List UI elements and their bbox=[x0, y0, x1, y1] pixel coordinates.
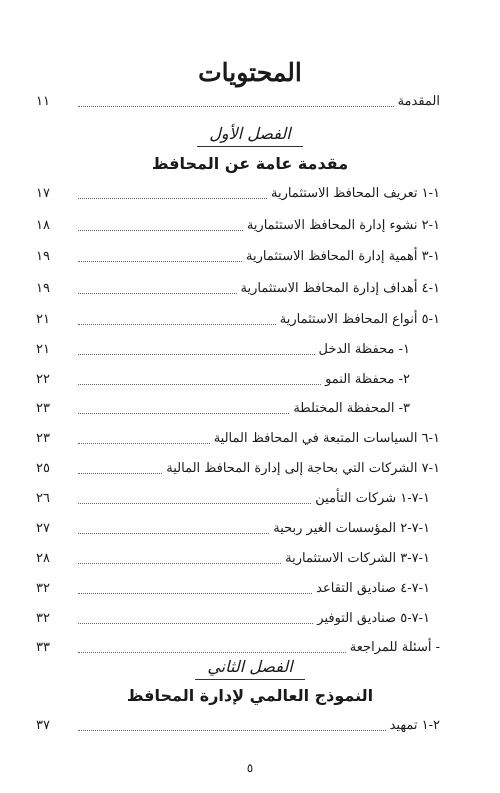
toc-entry-page: ٣٢ bbox=[36, 611, 50, 626]
toc-entry-label: ١-٧-٢ المؤسسات الغير ربحية bbox=[273, 521, 430, 536]
toc-entry[interactable] bbox=[78, 180, 440, 202]
toc-entry-label: ١-٥ أنواع المحافظ الاستثمارية bbox=[279, 312, 440, 327]
toc-entry-page: ١٨ bbox=[36, 218, 50, 233]
toc-entry[interactable] bbox=[78, 605, 430, 627]
leader-dots bbox=[78, 730, 386, 731]
toc-entry-page: ٢٨ bbox=[36, 551, 50, 566]
chapter-badge: الفصل الثاني bbox=[0, 657, 500, 680]
toc-entry-page: ١٧ bbox=[36, 186, 50, 201]
toc-entry[interactable] bbox=[78, 712, 440, 734]
toc-entry-page: ٢٦ bbox=[36, 491, 50, 506]
toc-entry[interactable] bbox=[78, 212, 440, 234]
leader-dots bbox=[78, 106, 394, 107]
leader-dots bbox=[78, 623, 313, 624]
leader-dots bbox=[78, 384, 321, 385]
toc-entry-label: ١-٦ السياسات المتبعة في المحافظ المالية bbox=[213, 431, 440, 446]
toc-entry[interactable] bbox=[78, 243, 440, 265]
toc-entry[interactable] bbox=[78, 634, 440, 656]
toc-entry-label: ١-٤ أهداف إدارة المحافظ الاستثمارية bbox=[240, 281, 440, 296]
toc-entry-page: ٢٣ bbox=[36, 401, 50, 416]
leader-dots bbox=[78, 198, 267, 199]
toc-entry-label: ١-٧-٥ صناديق التوفير bbox=[317, 611, 430, 626]
toc-title: المحتويات bbox=[198, 58, 302, 87]
toc-entry[interactable] bbox=[78, 395, 410, 417]
toc-entry-page: ٢٢ bbox=[36, 372, 50, 387]
toc-entry-label: ١-٧-٣ الشركات الاستثمارية bbox=[285, 551, 430, 566]
toc-entry-label: ١- محفظة الدخل bbox=[318, 342, 410, 357]
leader-dots bbox=[78, 324, 276, 325]
toc-entry-page: ٢٣ bbox=[36, 431, 50, 446]
toc-entry-page: ٢١ bbox=[36, 312, 50, 327]
toc-entry-page: ٣٢ bbox=[36, 581, 50, 596]
leader-dots bbox=[78, 563, 281, 564]
leader-dots bbox=[78, 293, 237, 294]
toc-entry-page: ١١ bbox=[36, 94, 50, 109]
leader-dots bbox=[78, 413, 289, 414]
page-number: ٥ bbox=[246, 761, 254, 775]
toc-entry[interactable] bbox=[78, 275, 440, 297]
leader-dots bbox=[78, 443, 210, 444]
toc-entry[interactable] bbox=[78, 425, 440, 447]
toc-entry-label: ١-٧ الشركات التي بحاجة إلى إدارة المحافظ المالية bbox=[166, 461, 440, 476]
toc-entry-page: ٢٧ bbox=[36, 521, 50, 536]
toc-entry-intro[interactable] bbox=[78, 88, 440, 110]
toc-entry-label: ٣- المحفظة المختلطة bbox=[293, 401, 410, 416]
toc-entry-label: ١-٧-٤ صناديق التقاعد bbox=[316, 581, 430, 596]
leader-dots bbox=[78, 533, 269, 534]
leader-dots bbox=[78, 473, 162, 474]
leader-dots bbox=[78, 593, 312, 594]
leader-dots bbox=[78, 354, 315, 355]
toc-entry-page: ٣٧ bbox=[36, 718, 50, 733]
toc-entry-page: ٢١ bbox=[36, 342, 50, 357]
toc-entry-label: ٢- محفظة النمو bbox=[325, 372, 410, 387]
toc-entry[interactable] bbox=[78, 485, 430, 507]
toc-entry-label: ٢-١ تمهيد bbox=[389, 718, 440, 733]
toc-entry[interactable] bbox=[78, 575, 430, 597]
chapter-title: مقدمة عامة عن المحافظ bbox=[151, 154, 349, 173]
toc-entry-label: ١-١ تعريف المحافظ الاستثمارية bbox=[270, 186, 440, 201]
toc-entry-label: ١-٢ نشوء إدارة المحافظ الاستثمارية bbox=[246, 218, 440, 233]
toc-entry-page: ٢٥ bbox=[36, 461, 50, 476]
toc-entry-page: ١٩ bbox=[36, 249, 50, 264]
toc-entry[interactable] bbox=[78, 306, 440, 328]
leader-dots bbox=[78, 230, 243, 231]
toc-entry[interactable] bbox=[78, 545, 430, 567]
toc-entry[interactable] bbox=[78, 515, 430, 537]
chapter-badge: الفصل الأول bbox=[0, 124, 500, 147]
toc-entry-label: ١-٣ أهمية إدارة المحافظ الاستثمارية bbox=[246, 249, 440, 264]
leader-dots bbox=[78, 652, 346, 653]
chapter-title: النموذج العالمي لإدارة المحافظ bbox=[126, 686, 374, 705]
toc-entry-page: ٣٣ bbox=[36, 640, 50, 655]
leader-dots bbox=[78, 503, 311, 504]
toc-entry-page: ١٩ bbox=[36, 281, 50, 296]
toc-entry-label: ١-٧-١ شركات التأمين bbox=[315, 491, 430, 506]
toc-entry[interactable] bbox=[78, 336, 410, 358]
toc-entry[interactable] bbox=[78, 455, 440, 477]
toc-entry-label: المقدمة bbox=[397, 94, 440, 109]
toc-entry[interactable] bbox=[78, 366, 410, 388]
toc-entry-label: - أسئلة للمراجعة bbox=[349, 640, 440, 655]
leader-dots bbox=[78, 261, 242, 262]
